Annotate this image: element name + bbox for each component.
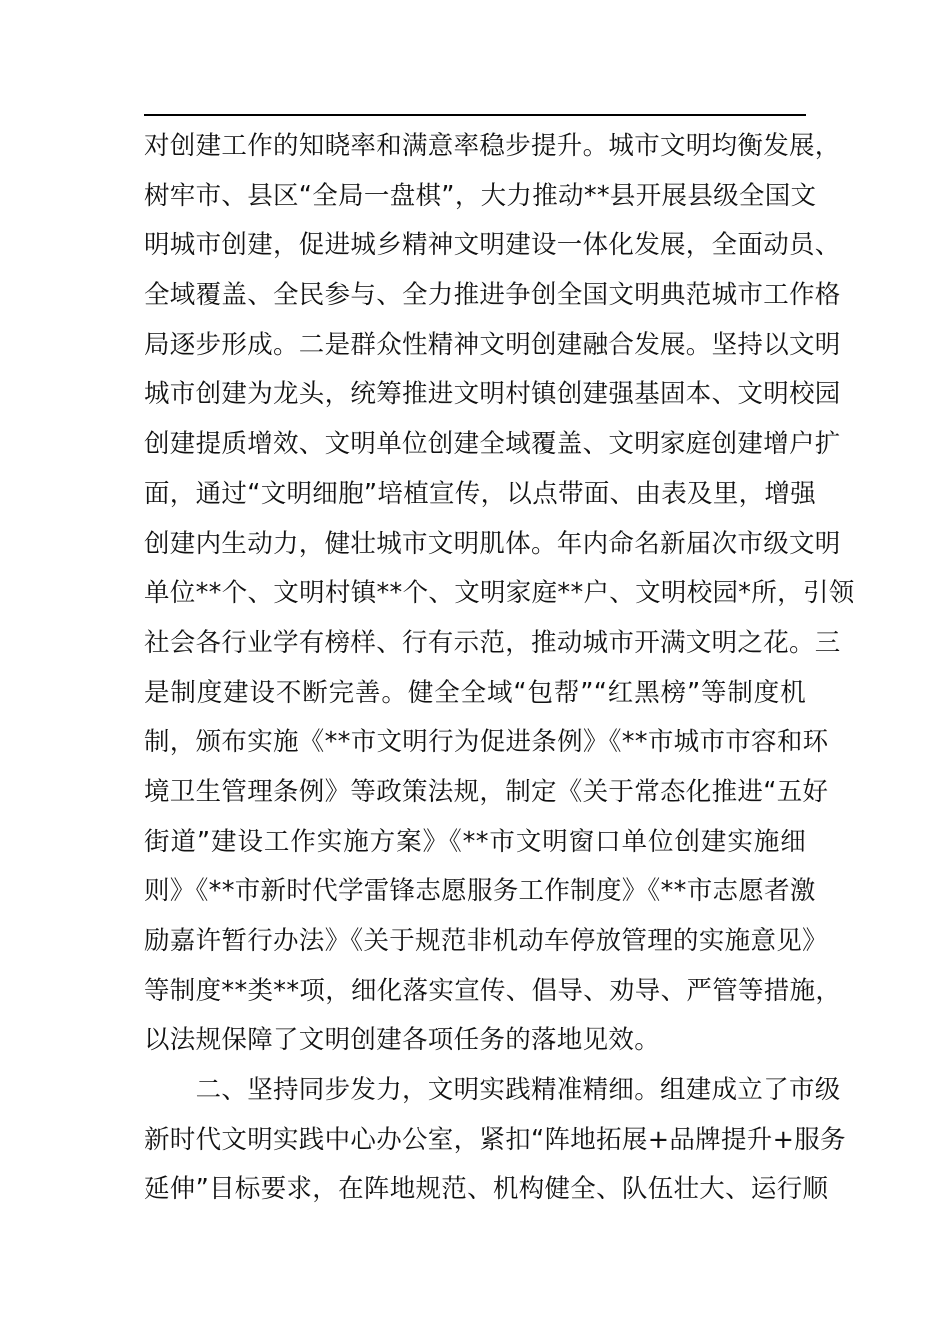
text-line: 是制度建设不断完善。健全全域“包帮”“红黑榜”等制度机: [144, 677, 806, 708]
text-line: 面，通过“文明细胞”培植宣传，以点带面、由表及里，增强: [144, 478, 817, 509]
text-line: 以法规保障了文明创建各项任务的落地见效。: [144, 1025, 661, 1056]
text-line: 励嘉许暂行办法》《关于规范非机动车停放管理的实施意见》: [144, 926, 828, 956]
text-line: 制，颁布实施《**市文明行为促进条例》《**市城市市容和环: [144, 727, 829, 758]
text-line: 局逐步形成。二是群众性精神文明创建融合发展。坚持以文明: [144, 329, 841, 360]
text-line: 社会各行业学有榜样、行有示范，推动城市开满文明之花。三: [144, 627, 841, 658]
text-line: 街道”建设工作实施方案》《**市文明窗口单位创建实施细: [144, 826, 806, 857]
text-line: 二、坚持同步发力，文明实践精准精细。组建成立了市级: [144, 1075, 841, 1106]
text-line: 创建提质增效、文明单位创建全域覆盖、文明家庭创建增户扩: [144, 429, 841, 460]
text-line: 单位**个、文明村镇**个、文明家庭**户、文明校园*所，引领: [144, 578, 855, 609]
text-line: 创建内生动力，健壮城市文明肌体。年内命名新届次市级文明: [144, 528, 841, 559]
text-line: 等制度**类**项，细化落实宣传、倡导、劝导、严管等措施，: [144, 975, 842, 1006]
text-line: 延伸”目标要求，在阵地规范、机构健全、队伍壮大、运行顺: [144, 1174, 829, 1205]
text-line: 境卫生管理条例》等政策法规，制定《关于常态化推进“五好: [144, 776, 829, 807]
text-line: 城市创建为龙头，统筹推进文明村镇创建强基固本、文明校园: [144, 379, 841, 410]
text-line: 对创建工作的知晓率和满意率稳步提升。城市文明均衡发展，: [144, 131, 841, 161]
header-rule: [144, 114, 806, 116]
text-line: 则》《**市新时代学雷锋志愿服务工作制度》《**市志愿者激: [144, 876, 816, 907]
body-text: [144, 122, 855, 1215]
text-line: 树牢市、县区“全局一盘棋”，大力推动**县开展县级全国文: [144, 180, 817, 211]
text-line: 新时代文明实践中心办公室，紧扣“阵地拓展+品牌提升+服务: [144, 1124, 846, 1155]
text-line: 明城市创建，促进城乡精神文明建设一体化发展，全面动员、: [144, 230, 841, 261]
text-line: 全域覆盖、全民参与、全力推进争创全国文明典范城市工作格: [144, 280, 841, 311]
